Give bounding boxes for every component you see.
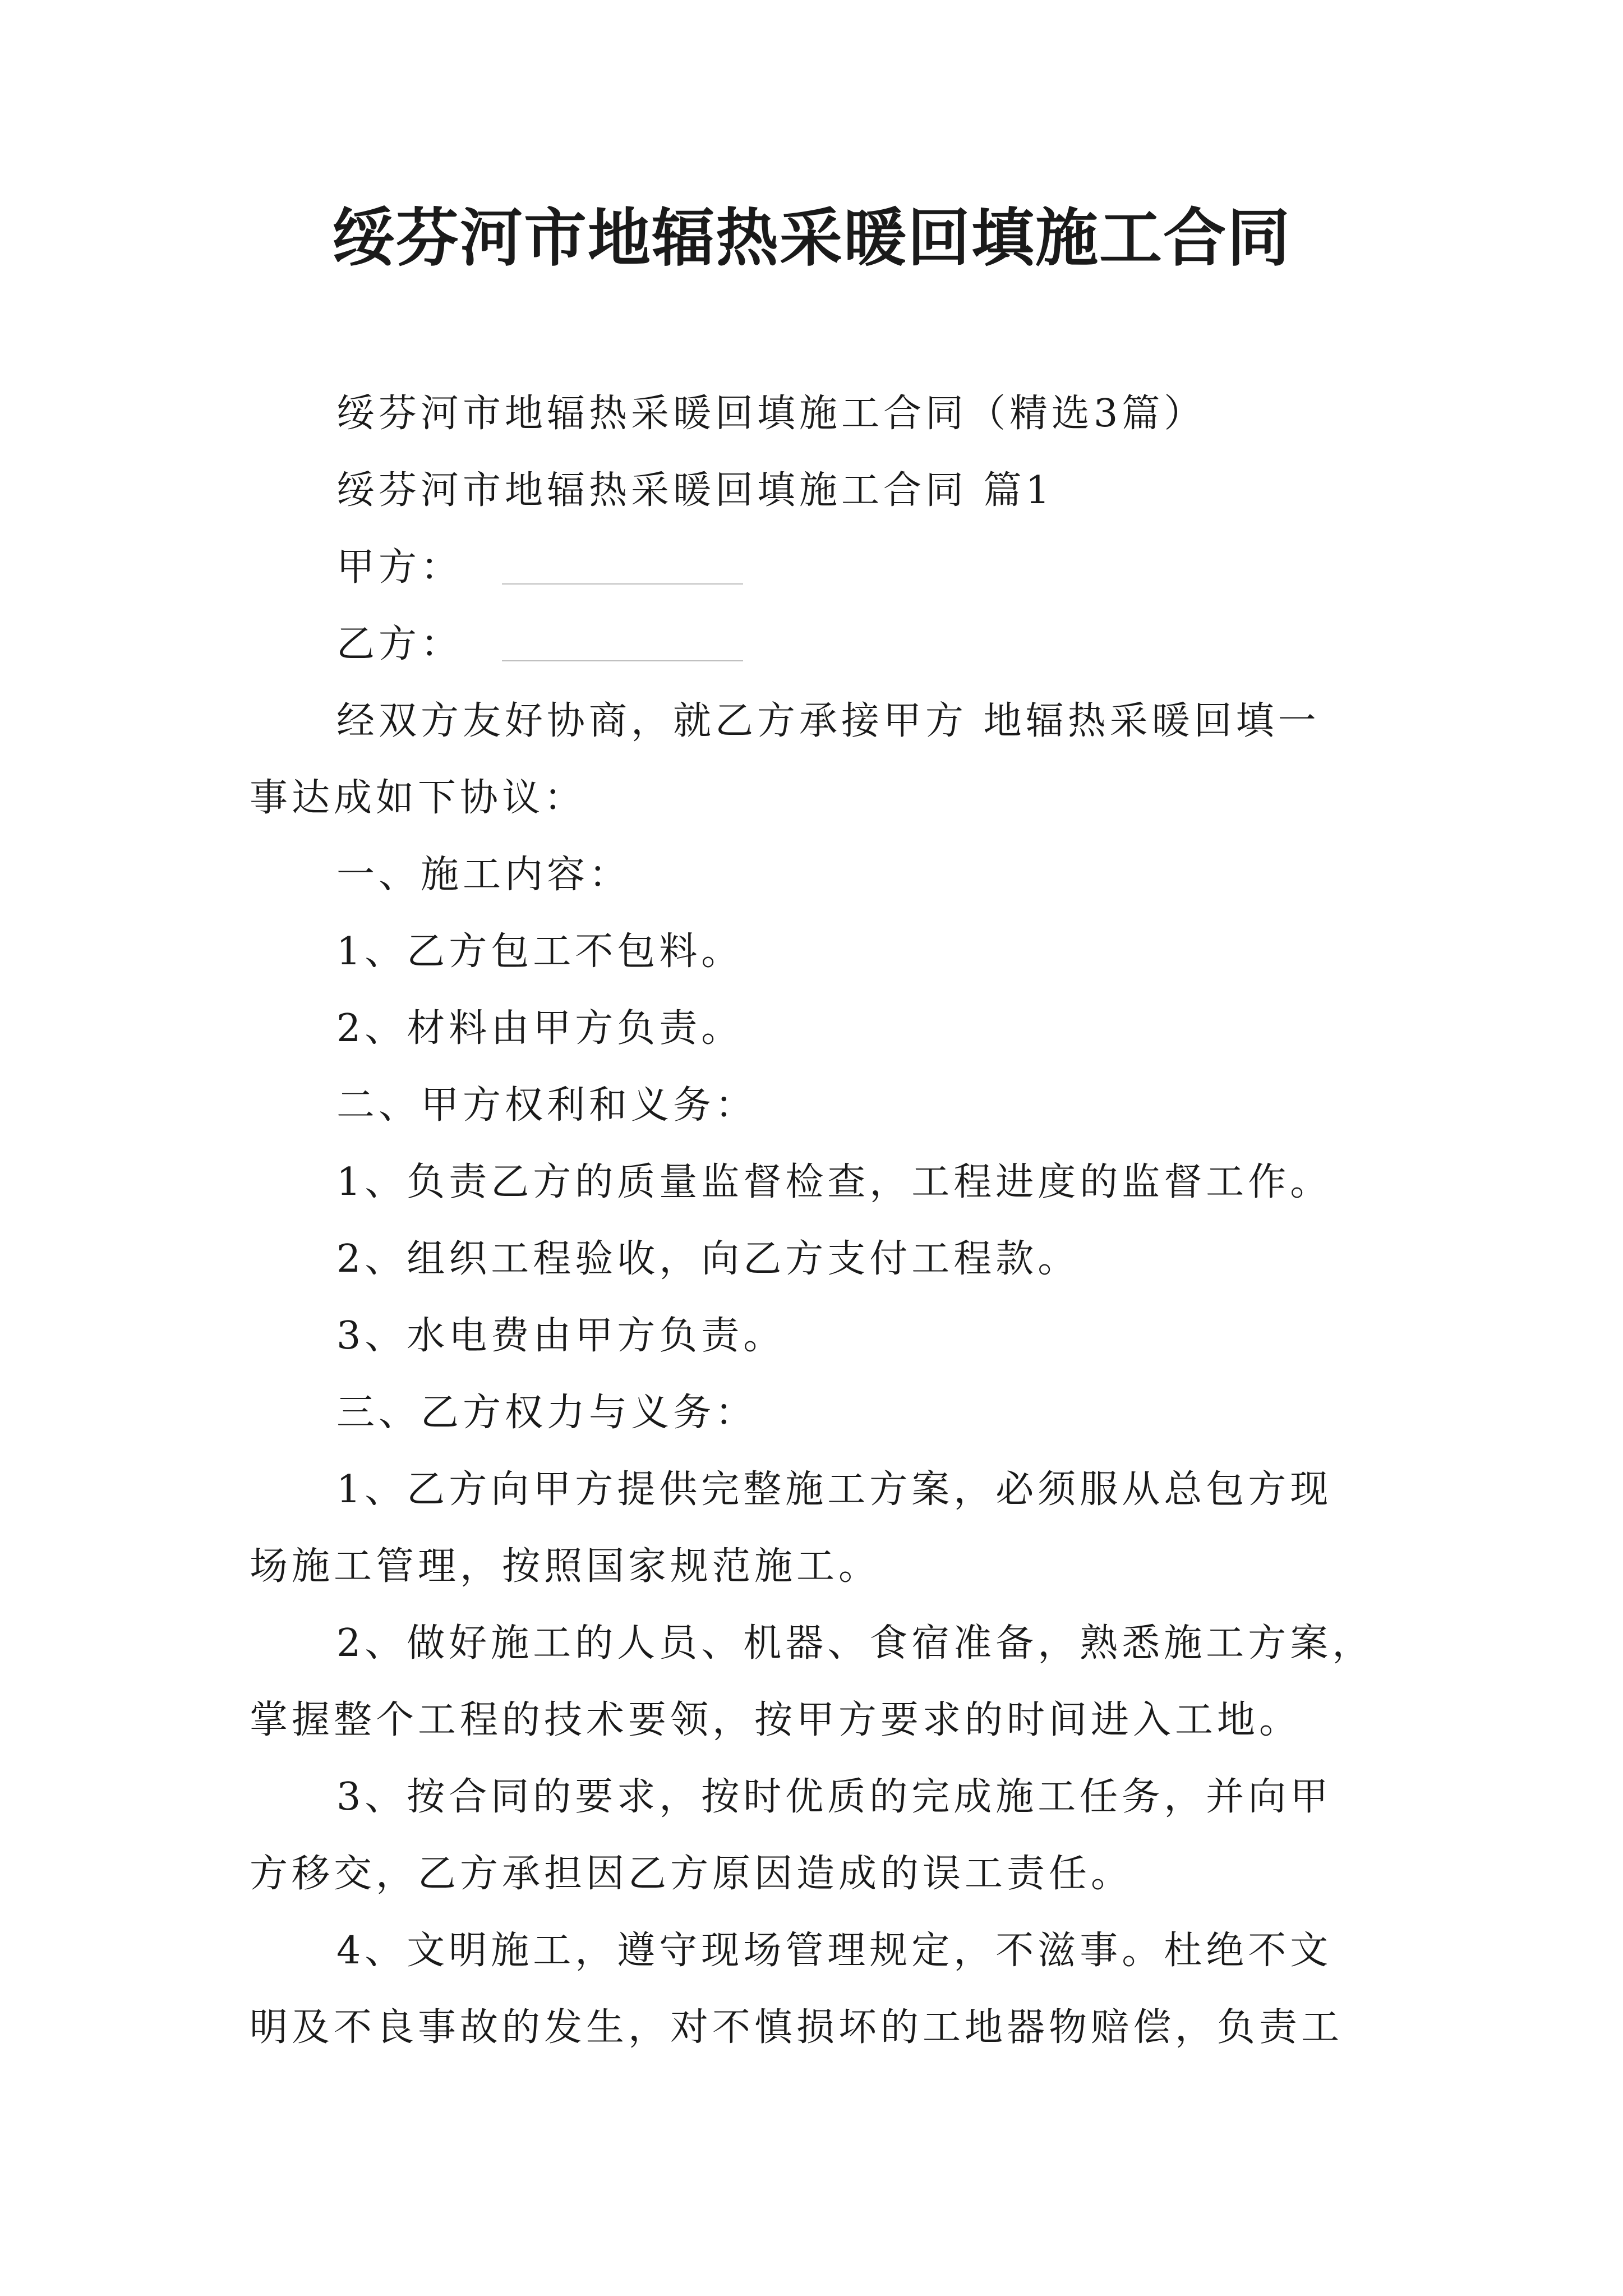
clause-item-continuation: 掌握整个工程的技术要领，按甲方要求的时间进入工地。 xyxy=(250,1698,1302,1742)
section-heading: 绥芬河市地辐热采暖回填施工合同 篇1 xyxy=(336,468,1054,513)
clause-item-continuation: 场施工管理，按照国家规范施工。 xyxy=(250,1544,881,1589)
party-a-blank xyxy=(502,583,743,585)
party-b-blank xyxy=(502,660,743,661)
document-title: 绥芬河市地辐热采暖回填施工合同 xyxy=(332,201,1291,275)
clause-heading: 二、甲方权利和义务： xyxy=(336,1083,758,1128)
party-a-label: 甲方： xyxy=(336,545,463,590)
clause-item: 2、做好施工的人员、机器、食宿准备，熟悉施工方案， xyxy=(336,1621,1375,1665)
clause-item: 2、材料由甲方负责。 xyxy=(336,1006,744,1051)
clause-item: 1、乙方向甲方提供完整施工方案，必须服从总包方现 xyxy=(336,1467,1332,1512)
subtitle-line: 绥芬河市地辐热采暖回填施工合同（精选3篇） xyxy=(336,392,1206,436)
party-a-row xyxy=(336,540,743,596)
paragraph-line: 事达成如下协议： xyxy=(250,776,587,820)
paragraph-line: 经双方友好协商，就乙方承接甲方 地辐热采暖回填一 xyxy=(336,699,1320,743)
clause-item-continuation: 明及不良事故的发生，对不慎损坏的工地器物赔偿，负责工 xyxy=(250,2005,1344,2050)
clause-heading: 三、乙方权力与义务： xyxy=(336,1391,758,1435)
clause-item: 4、文明施工，遵守现场管理规定，不滋事。杜绝不文 xyxy=(336,1929,1332,1973)
clause-item: 3、按合同的要求，按时优质的完成施工任务，并向甲 xyxy=(336,1775,1332,1819)
clause-item: 2、组织工程验收，向乙方支付工程款。 xyxy=(336,1237,1080,1281)
clause-item-continuation: 方移交，乙方承担因乙方原因造成的误工责任。 xyxy=(250,1852,1133,1896)
party-b-row xyxy=(336,616,743,673)
party-b-label: 乙方： xyxy=(336,622,463,666)
clause-item: 1、负责乙方的质量监督检查，工程进度的监督工作。 xyxy=(336,1160,1332,1204)
clause-item: 3、水电费由甲方负责。 xyxy=(336,1314,786,1358)
clause-item: 1、乙方包工不包料。 xyxy=(336,930,744,974)
clause-heading: 一、施工内容： xyxy=(336,853,631,897)
